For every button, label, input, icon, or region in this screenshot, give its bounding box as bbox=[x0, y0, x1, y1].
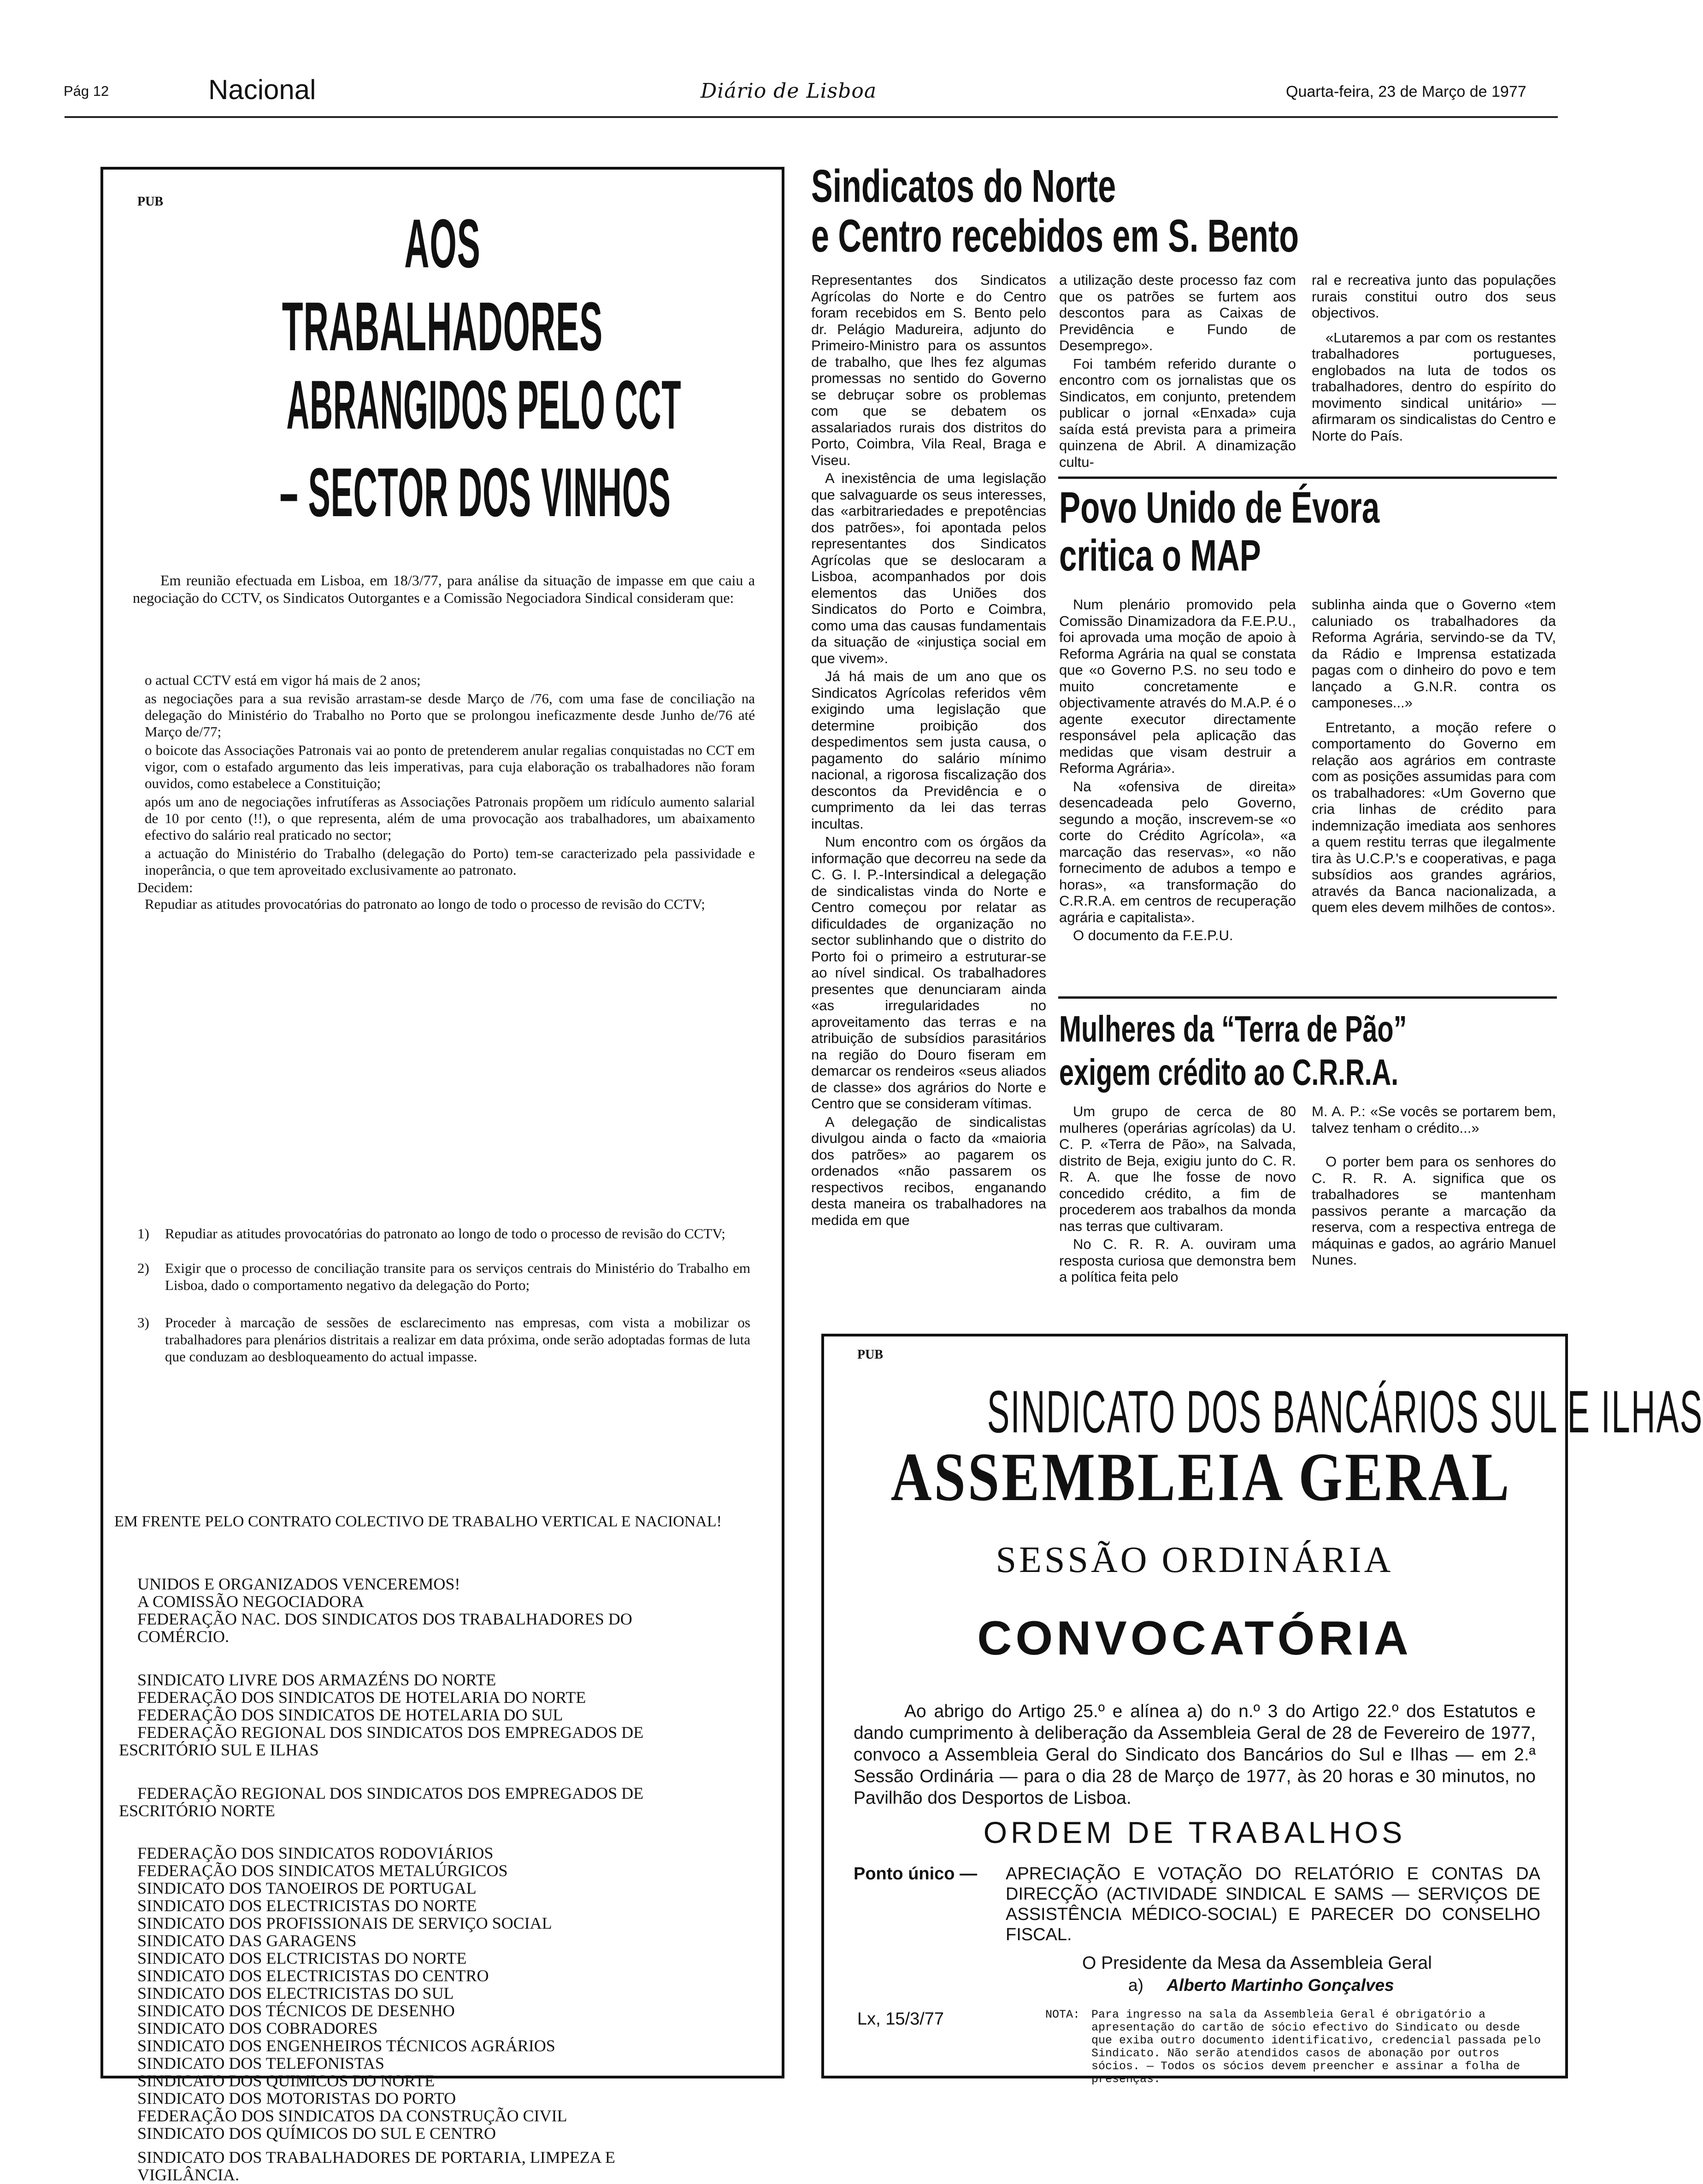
article1-column-1 bbox=[811, 272, 1046, 1230]
paragraph: M. A. P.: «Se vocês se portarem bem, talvez tenham o crédito...» bbox=[1312, 1103, 1556, 1136]
pub-label: PUB bbox=[857, 1348, 883, 1362]
headline-line-3: ABRANGIDOS PELO CCT bbox=[286, 366, 682, 443]
signatory: SINDICATO LIVRE DOS ARMAZÉNS DO NORTE bbox=[137, 1671, 496, 1689]
decision-number: 1) bbox=[137, 1225, 149, 1242]
consideration-item: o actual CCTV está em vigor há mais de 2 anos; bbox=[145, 672, 421, 688]
paragraph: Foi também referido durante o encontro com os jornalistas que os Sindicatos, em conjunto, pretendem publicar o jornal «Enxada» cuja saída está prevista para a primeira quinzena de Abril. A dinamização cultu- bbox=[1059, 355, 1296, 470]
ad-headline bbox=[103, 206, 782, 534]
paragraph: Entretanto, a moção refere o comportamento do Governo em relação aos agrários em contraste com as posições assumidas para com os trabalhadores: «Um Governo que cria linhas de crédito para indemnização imediata aos senhores a quem restitu terras que ilegalmente tira às U.C.P.'s e cooperativas, e paga subsídios aos grandes agrários, através da Banca nacionalizada, a quem eles devem milhões de contos». bbox=[1312, 719, 1556, 915]
headline-line-1: AOS bbox=[404, 205, 481, 282]
pub-label: PUB bbox=[137, 194, 163, 209]
decision-number: 2) bbox=[137, 1260, 149, 1276]
signatory: SINDICATO DOS TÉCNICOS DE DESENHO bbox=[137, 2002, 455, 2020]
paragraph: Num encontro com os órgãos da informação que decorreu na sede da C. G. I. P.-Intersindical a delegação de sindicalistas vinda do Norte e Centro começou por relatar as dificuldades de organização no sector sublinhando que o distrito do Porto foi o primeiro a estruturar-se ao nível sindical. Os trabalhadores presentes que denunciaram ainda «as irregularidades no aproveitamento das terras e na atribuição de subsídios parasitários na região do Douro fiseram em demarcar os rendeiros «seus aliados de classe» dos agrários do Norte e Centro que se consideram vítimas. bbox=[811, 834, 1046, 1112]
consideration-item: após um ano de negociações infrutíferas as Associações Patronais propõem um ridículo aumento salarial de 10 por cento (!!), o que representa, além de uma provocação aos trabalhadores, um abaixamento efectivo do salário real praticado no sector; bbox=[145, 794, 755, 843]
signatory: FEDERAÇÃO REGIONAL DOS SINDICATOS DOS EMPREGADOS DE bbox=[137, 1723, 644, 1742]
paragraph: O documento da F.E.P.U. bbox=[1073, 927, 1233, 943]
article1-title-line: Sindicatos do Norte bbox=[811, 160, 1116, 212]
paragraph: O porter bem para os senhores do C. R. R. A. significa que os trabalhadores se mantenham passivos perante a marcação da reserva, com a respectiva entrega de máquinas e gados, ao agrário Manuel Nunes. bbox=[1312, 1154, 1556, 1268]
paragraph: Na «ofensiva de direita» desencadeada pelo Governo, segundo a moção, inscrevem-se «o corte do Crédito Agrícola», «a marcação das reservas», «o não fornecimento de adubos a tempo e horas», «a transformação do C.R.R.A. em centros de recuperação agrária e capitalista». bbox=[1059, 778, 1296, 925]
signatory: UNIDOS E ORGANIZADOS VENCEREMOS! bbox=[137, 1575, 460, 1593]
article3-title-line: exigem crédito ao C.R.R.A. bbox=[1059, 1052, 1399, 1093]
signatory: SINDICATO DOS ELECTRICISTAS DO CENTRO bbox=[137, 1966, 489, 1985]
signatory: ESCRITÓRIO SUL E ILHAS bbox=[119, 1741, 319, 1759]
consideration-item: a actuação do Ministério do Trabalho (delegação do Porto) tem-se caracterizado pela passividade e inoperância, o que tem aproveitado exclusivamente ao patronato. bbox=[145, 845, 755, 878]
decision-intro: Repudiar as atitudes provocatórias do patronato ao longo de todo o processo de revisão do CCTV; bbox=[145, 896, 705, 912]
signature-prefix: a) bbox=[1128, 1976, 1143, 1995]
ad-motto: EM FRENTE PELO CONTRATO COLECTIVO DE TRABALHO VERTICAL E NACIONAL! bbox=[114, 1513, 722, 1530]
paragraph: sublinha ainda que o Governo «tem caluniado os trabalhadores da Reforma Agrária, servindo-se da TV, da Rádio e Imprensa estatizada pagas com o dinheiro do povo e tem lançado a G.N.R. contra os camponeses...» bbox=[1312, 596, 1556, 711]
president-title: O Presidente da Mesa da Assembleia Geral bbox=[1082, 1953, 1432, 1973]
decision-text: Proceder à marcação de sessões de esclarecimento nas empresas, com vista a mobilizar os trabalhadores para plenários distritais a realizar em data próxima, onde serão adoptadas formas de luta que conduzam ao desbloqueamento do actual impasse. bbox=[165, 1314, 750, 1365]
signatory: FEDERAÇÃO DOS SINDICATOS DA CONSTRUÇÃO CIVIL bbox=[137, 2107, 567, 2125]
signatory: FEDERAÇÃO DOS SINDICATOS DE HOTELARIA DO SUL bbox=[137, 1706, 563, 1724]
signatory-name: Alberto Martinho Gonçalves bbox=[1167, 1976, 1394, 1995]
article3-title bbox=[1059, 1007, 1407, 1094]
decision-item bbox=[137, 1225, 750, 1242]
article1-title-line: e Centro recebidos em S. Bento bbox=[811, 210, 1299, 262]
signatory: FEDERAÇÃO DOS SINDICATOS DE HOTELARIA DO NORTE bbox=[137, 1688, 586, 1707]
article3-title-line: Mulheres da “Terra de Pão” bbox=[1059, 1008, 1407, 1049]
article2-title bbox=[1059, 484, 1379, 580]
considerations-list bbox=[137, 672, 755, 912]
signatory: A COMISSÃO NEGOCIADORA bbox=[137, 1592, 365, 1611]
paragraph: No C. R. R. A. ouviram uma resposta curiosa que demonstra bem a política feita pelo bbox=[1059, 1236, 1296, 1285]
signatory: SINDICATO DOS QUÍMICOS DO SUL E CENTRO bbox=[137, 2124, 496, 2143]
signatory: SINDICATO DOS TANOEIROS DE PORTUGAL bbox=[137, 1879, 477, 1897]
article1-column-2 bbox=[1059, 272, 1296, 472]
article-divider bbox=[1058, 477, 1557, 479]
signatory: SINDICATO DOS PROFISSIONAIS DE SERVIÇO SOCIAL bbox=[137, 1914, 552, 1932]
signatory: SINDICATO DOS ELECTRICISTAS DO NORTE bbox=[137, 1896, 477, 1915]
signatory: SINDICATO DOS COBRADORES bbox=[137, 2019, 378, 2037]
signatory: SINDICATO DOS ELCTRICISTAS DO NORTE bbox=[137, 1949, 467, 1967]
signatory: FEDERAÇÃO DOS SINDICATOS RODOVIÁRIOS bbox=[137, 1844, 494, 1862]
footnote-label: NOTA: bbox=[1045, 2008, 1080, 2021]
signature-line bbox=[1128, 1975, 1394, 1996]
article2-column-1 bbox=[1059, 596, 1296, 946]
signatories-group-2 bbox=[119, 1671, 644, 1759]
article1-column-3 bbox=[1312, 272, 1556, 446]
article2-title-line: Povo Unido de Évora bbox=[1059, 483, 1380, 532]
bank-union-advertisement bbox=[821, 1334, 1703, 2086]
paragraph: ral e recreativa junto das populações rurais constitui outro dos seus objectivos. bbox=[1312, 272, 1556, 321]
signatory: FEDERAÇÃO NAC. DOS SINDICATOS DOS TRABALHADORES DO bbox=[137, 1610, 632, 1628]
footnote-text: Para ingresso na sala da Assembleia Geral é obrigatório a apresentação do cartão de sócio efectivo do Sindicato ou desde que exiba outro documento identificativo, credencial passada pelo Sindicato. Não serão atendidos casos de abonação por outros sócios. — Todos os sócios devem preencher e assinar a folha de presenças. bbox=[1091, 2008, 1541, 2086]
signatories-group-1 bbox=[137, 1575, 632, 1645]
article-divider bbox=[1058, 996, 1557, 999]
agenda-title: ORDEM DE TRABALHOS bbox=[983, 1815, 1406, 1849]
headline-line-2: TRABALHADORES bbox=[282, 288, 603, 365]
signatory: COMÉRCIO. bbox=[137, 1627, 230, 1646]
org-name: SINDICATO DOS BANCÁRIOS SUL E ILHAS bbox=[987, 1378, 1703, 1445]
agenda-text: APRECIAÇÃO E VOTAÇÃO DO RELATÓRIO E CONTAS DA DIRECÇÃO (ACTIVIDADE SINDICAL E SAMS — SERVIÇOS DE ASSISTÊNCIA MÉDICO-SOCIAL) E PARECER DO CONSELHO FISCAL. bbox=[1006, 1864, 1540, 1944]
paragraph: a utilização deste processo faz com que os patrões se furtem aos descontos para as Caixas de Previdência e Fundo de Desemprego». bbox=[1059, 272, 1296, 353]
issue-date: Quarta-feira, 23 de Março de 1977 bbox=[1286, 83, 1526, 100]
signatory: SINDICATO DOS ELECTRICISTAS DO SUL bbox=[137, 1984, 454, 2002]
paragraph: «Lutaremos a par com os restantes trabalhadores portugueses, englobados na luta de todos os trabalhadores, dentro do espírito do movimento sindical unitário» — afirmaram os sindicalistas do Centro e Norte do País. bbox=[1312, 329, 1556, 444]
paragraph: A delegação de sindicalistas divulgou ainda o facto da «maioria dos patrões» ao pagarem os ordenados «não passarem os respectivos recibos, enganando desta maneira os trabalhadores na medida em que bbox=[811, 1113, 1046, 1228]
ad-intro: Em reunião efectuada em Lisboa, em 18/3/77, para análise da situação de impasse em que caiu a negociação do CCTV, os Sindicatos Outorgantes e a Comissão Negociadora Sindical consideram que: bbox=[133, 572, 755, 606]
article2-column-2 bbox=[1312, 596, 1556, 918]
signatory: SINDICATO DAS GARAGENS bbox=[137, 1931, 357, 1950]
headline-line-4: – SECTOR DOS VINHOS bbox=[279, 453, 671, 531]
decision-number: 3) bbox=[137, 1314, 149, 1330]
signatory: SINDICATO DOS QUIMICOS DO NORTE bbox=[137, 2072, 435, 2090]
signatory: SINDICATO DOS TELEFONISTAS bbox=[137, 2054, 384, 2072]
union-advertisement bbox=[100, 167, 784, 2184]
consideration-item: o boicote das Associações Patronais vai ao ponto de pretenderem anular regalias conquistadas no CCT em vigor, com o estafado argumento das leis imperativas, para cuja elaboração os trabalhadores não foram ouvidos, como estabelece a Constituição; bbox=[145, 742, 755, 791]
signatory: FEDERAÇÃO REGIONAL DOS SINDICATOS DOS EMPREGADOS DE bbox=[137, 1784, 644, 1802]
paragraph: A inexistência de uma legislação que salvaguarde os seus interesses, das «arbitrariedades e prepotências dos patrões», foi apontada pelos representantes dos Sindicatos Agrícolas que se deslocaram a Lisboa, acompanhados por dois elementos das Uniões dos Sindicatos do Porto e Coimbra, como uma das causas fundamentais da situação de «injustiça social em que vivem». bbox=[811, 470, 1046, 666]
article3-column-2 bbox=[1312, 1103, 1556, 1270]
footnote bbox=[1045, 2008, 1548, 2086]
decision-item bbox=[137, 1314, 750, 1365]
place-date: Lx, 15/3/77 bbox=[857, 2009, 944, 2029]
page-number: Pág 12 bbox=[64, 83, 109, 99]
signatory: VIGILÂNCIA. bbox=[137, 2166, 239, 2184]
decision-item bbox=[137, 1260, 750, 1294]
convocation-title: CONVOCATÓRIA bbox=[977, 1612, 1412, 1665]
signatory: FEDERAÇÃO DOS SINDICATOS METALÚRGICOS bbox=[137, 1861, 508, 1880]
signatory: SINDICATO DOS MOTORISTAS DO PORTO bbox=[137, 2089, 456, 2107]
paragraph: Um grupo de cerca de 80 mulheres (operárias agrícolas) da U. C. P. «Terra de Pão», na Salvada, distrito de Beja, exigiu junto do C. R. R. A. que lhe fosse de novo concedido crédito, a fim de procederem aos trabalhos da monda nas terras que cultivaram. bbox=[1059, 1103, 1296, 1234]
consideration-item: as negociações para a sua revisão arrastam-se desde Março de /76, com uma fase de conciliação na delegação do Ministério do Trabalho no Porto que se prolongou ineficazmente desde Junho de/76 até Março de/77; bbox=[145, 690, 755, 740]
paragraph: Já há mais de um ano que os Sindicatos Agrícolas referidos vêm exigindo uma legislação que determine proibição dos despedimentos sem justa causa, o pagamento do salário mínimo nacional, a rigorosa fiscalização dos descontos da Previdência e o cumprimento da lei das terras incultas. bbox=[811, 668, 1046, 832]
paragraph: Representantes dos Sindicatos Agrícolas do Norte e do Centro foram recebidos em S. Bento pelo dr. Pelágio Madureira, adjunto do Primeiro-Ministro para os assuntos de trabalho, que lhes fez algumas promessas no sentido do Governo se debruçar sobre os problemas com que se debatem os assalariados rurais dos distritos do Porto, Coimbra, Vila Real, Braga e Viseu. bbox=[811, 272, 1046, 468]
signatory: ESCRITÓRIO NORTE bbox=[119, 1801, 275, 1820]
masthead: Diário de Lisboa bbox=[701, 79, 877, 103]
section-title: Nacional bbox=[208, 74, 316, 105]
article1-title bbox=[811, 161, 1299, 261]
decision-text: Exigir que o processo de conciliação transite para os serviços centrais do Ministério do Trabalho em Lisboa, dado o comportamento negativo da delegação do Porto; bbox=[165, 1260, 750, 1293]
article2-title-line: critica o MAP bbox=[1059, 531, 1261, 580]
agenda-label: Ponto único — bbox=[854, 1864, 978, 1884]
decisions-list bbox=[137, 1225, 750, 1365]
signatory: SINDICATO DOS ENGENHEIROS TÉCNICOS AGRÁRIOS bbox=[137, 2037, 555, 2055]
convocation-body: Ao abrigo do Artigo 25.º e alínea a) do n.º 3 do Artigo 22.º dos Estatutos e dando cumprimento à deliberação da Assembleia Geral de 28 de Fevereiro de 1977, convoco a Assembleia Geral do Sindicato dos Bancários do Sul e Ilhas — em 2.ª Sessão Ordinária — para o dia 28 de Março de 1977, às 20 horas e 30 minutos, no Pavilhão dos Desportos de Lisboa. bbox=[854, 1701, 1536, 1808]
session-type: SESSÃO ORDINÁRIA bbox=[996, 1540, 1394, 1580]
signatories-group-3 bbox=[119, 1784, 644, 1820]
decidem-label: Decidem: bbox=[137, 879, 193, 895]
assembly-title: ASSEMBLEIA GERAL bbox=[890, 1439, 1512, 1515]
decision-text: Repudiar as atitudes provocatórias do patronato ao longo de todo o processo de revisão do CCTV; bbox=[165, 1225, 725, 1242]
signatories-group-4 bbox=[137, 1844, 615, 2184]
signatory: SINDICATO DOS TRABALHADORES DE PORTARIA, LIMPEZA E bbox=[137, 2148, 615, 2166]
paragraph: Num plenário promovido pela Comissão Dinamizadora da F.E.P.U., foi aprovada uma moção de apoio à Reforma Agrária na qual se constata que «o Governo P.S. no seu todo e muito concretamente e objectivamente através do M.A.P. é o agente executor directamente responsável pela aplicação das medidas que visam destruir a Reforma Agrária». bbox=[1059, 596, 1296, 776]
header-rule bbox=[65, 116, 1558, 118]
article3-column-1 bbox=[1059, 1103, 1296, 1287]
agenda-item bbox=[854, 1864, 1540, 1945]
